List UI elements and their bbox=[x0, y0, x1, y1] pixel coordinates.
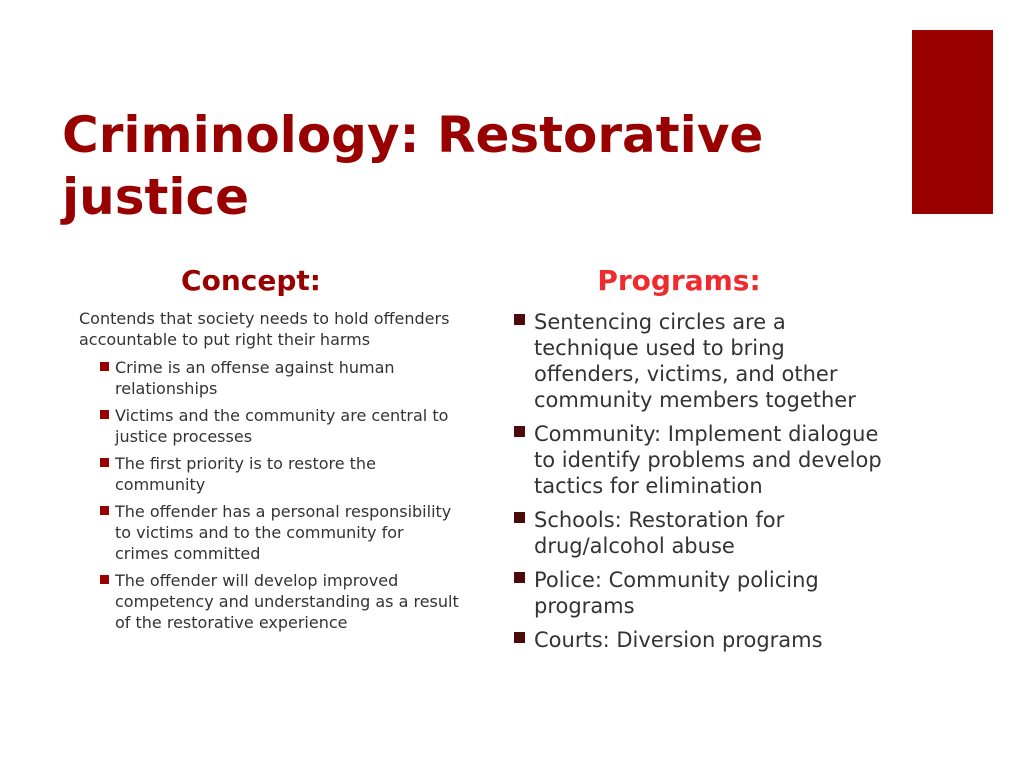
concept-list bbox=[79, 357, 459, 633]
square-bullet-icon bbox=[100, 362, 109, 371]
programs-item-text: Police: Community policing programs bbox=[534, 568, 819, 618]
concept-item-text: The first priority is to restore the community bbox=[115, 454, 376, 494]
concept-item-text: Crime is an offense against human relationships bbox=[115, 358, 395, 398]
programs-item-text: Sentencing circles are a technique used to bring offenders, victims, and other community members together bbox=[534, 310, 856, 412]
programs-heading: Programs: bbox=[597, 264, 761, 297]
square-bullet-icon bbox=[514, 512, 525, 523]
square-bullet-icon bbox=[514, 426, 525, 437]
concept-item-text: The offender has a personal responsibility to victims and to the community for crimes committed bbox=[115, 502, 452, 563]
square-bullet-icon bbox=[514, 314, 525, 325]
square-bullet-icon bbox=[100, 506, 109, 515]
programs-list-item bbox=[514, 309, 884, 413]
slide-title: Criminology: Restorative justice bbox=[62, 106, 764, 226]
programs-list-item bbox=[514, 627, 884, 653]
square-bullet-icon bbox=[100, 575, 109, 584]
square-bullet-icon bbox=[100, 410, 109, 419]
square-bullet-icon bbox=[100, 458, 109, 467]
programs-list-item bbox=[514, 567, 884, 619]
concept-section bbox=[79, 308, 459, 639]
concept-list-item bbox=[115, 501, 459, 564]
programs-item-text: Courts: Diversion programs bbox=[534, 628, 823, 652]
programs-item-text: Schools: Restoration for drug/alcohol abuse bbox=[534, 508, 785, 558]
programs-list-item bbox=[514, 421, 884, 499]
programs-list bbox=[514, 309, 884, 661]
square-bullet-icon bbox=[514, 572, 525, 583]
programs-list-item bbox=[514, 507, 884, 559]
concept-item-text: Victims and the community are central to justice processes bbox=[115, 406, 449, 446]
concept-list-item bbox=[115, 453, 459, 495]
concept-list-item bbox=[115, 405, 459, 447]
concept-heading: Concept: bbox=[181, 264, 321, 297]
concept-list-item bbox=[115, 357, 459, 399]
concept-list-item bbox=[115, 570, 459, 633]
concept-item-text: The offender will develop improved competency and understanding as a result of the restorative experience bbox=[115, 571, 459, 632]
square-bullet-icon bbox=[514, 632, 525, 643]
concept-intro: Contends that society needs to hold offenders accountable to put right their harms bbox=[79, 309, 450, 349]
programs-item-text: Community: Implement dialogue to identify problems and develop tactics for elimination bbox=[534, 422, 882, 498]
accent-block bbox=[912, 30, 993, 214]
